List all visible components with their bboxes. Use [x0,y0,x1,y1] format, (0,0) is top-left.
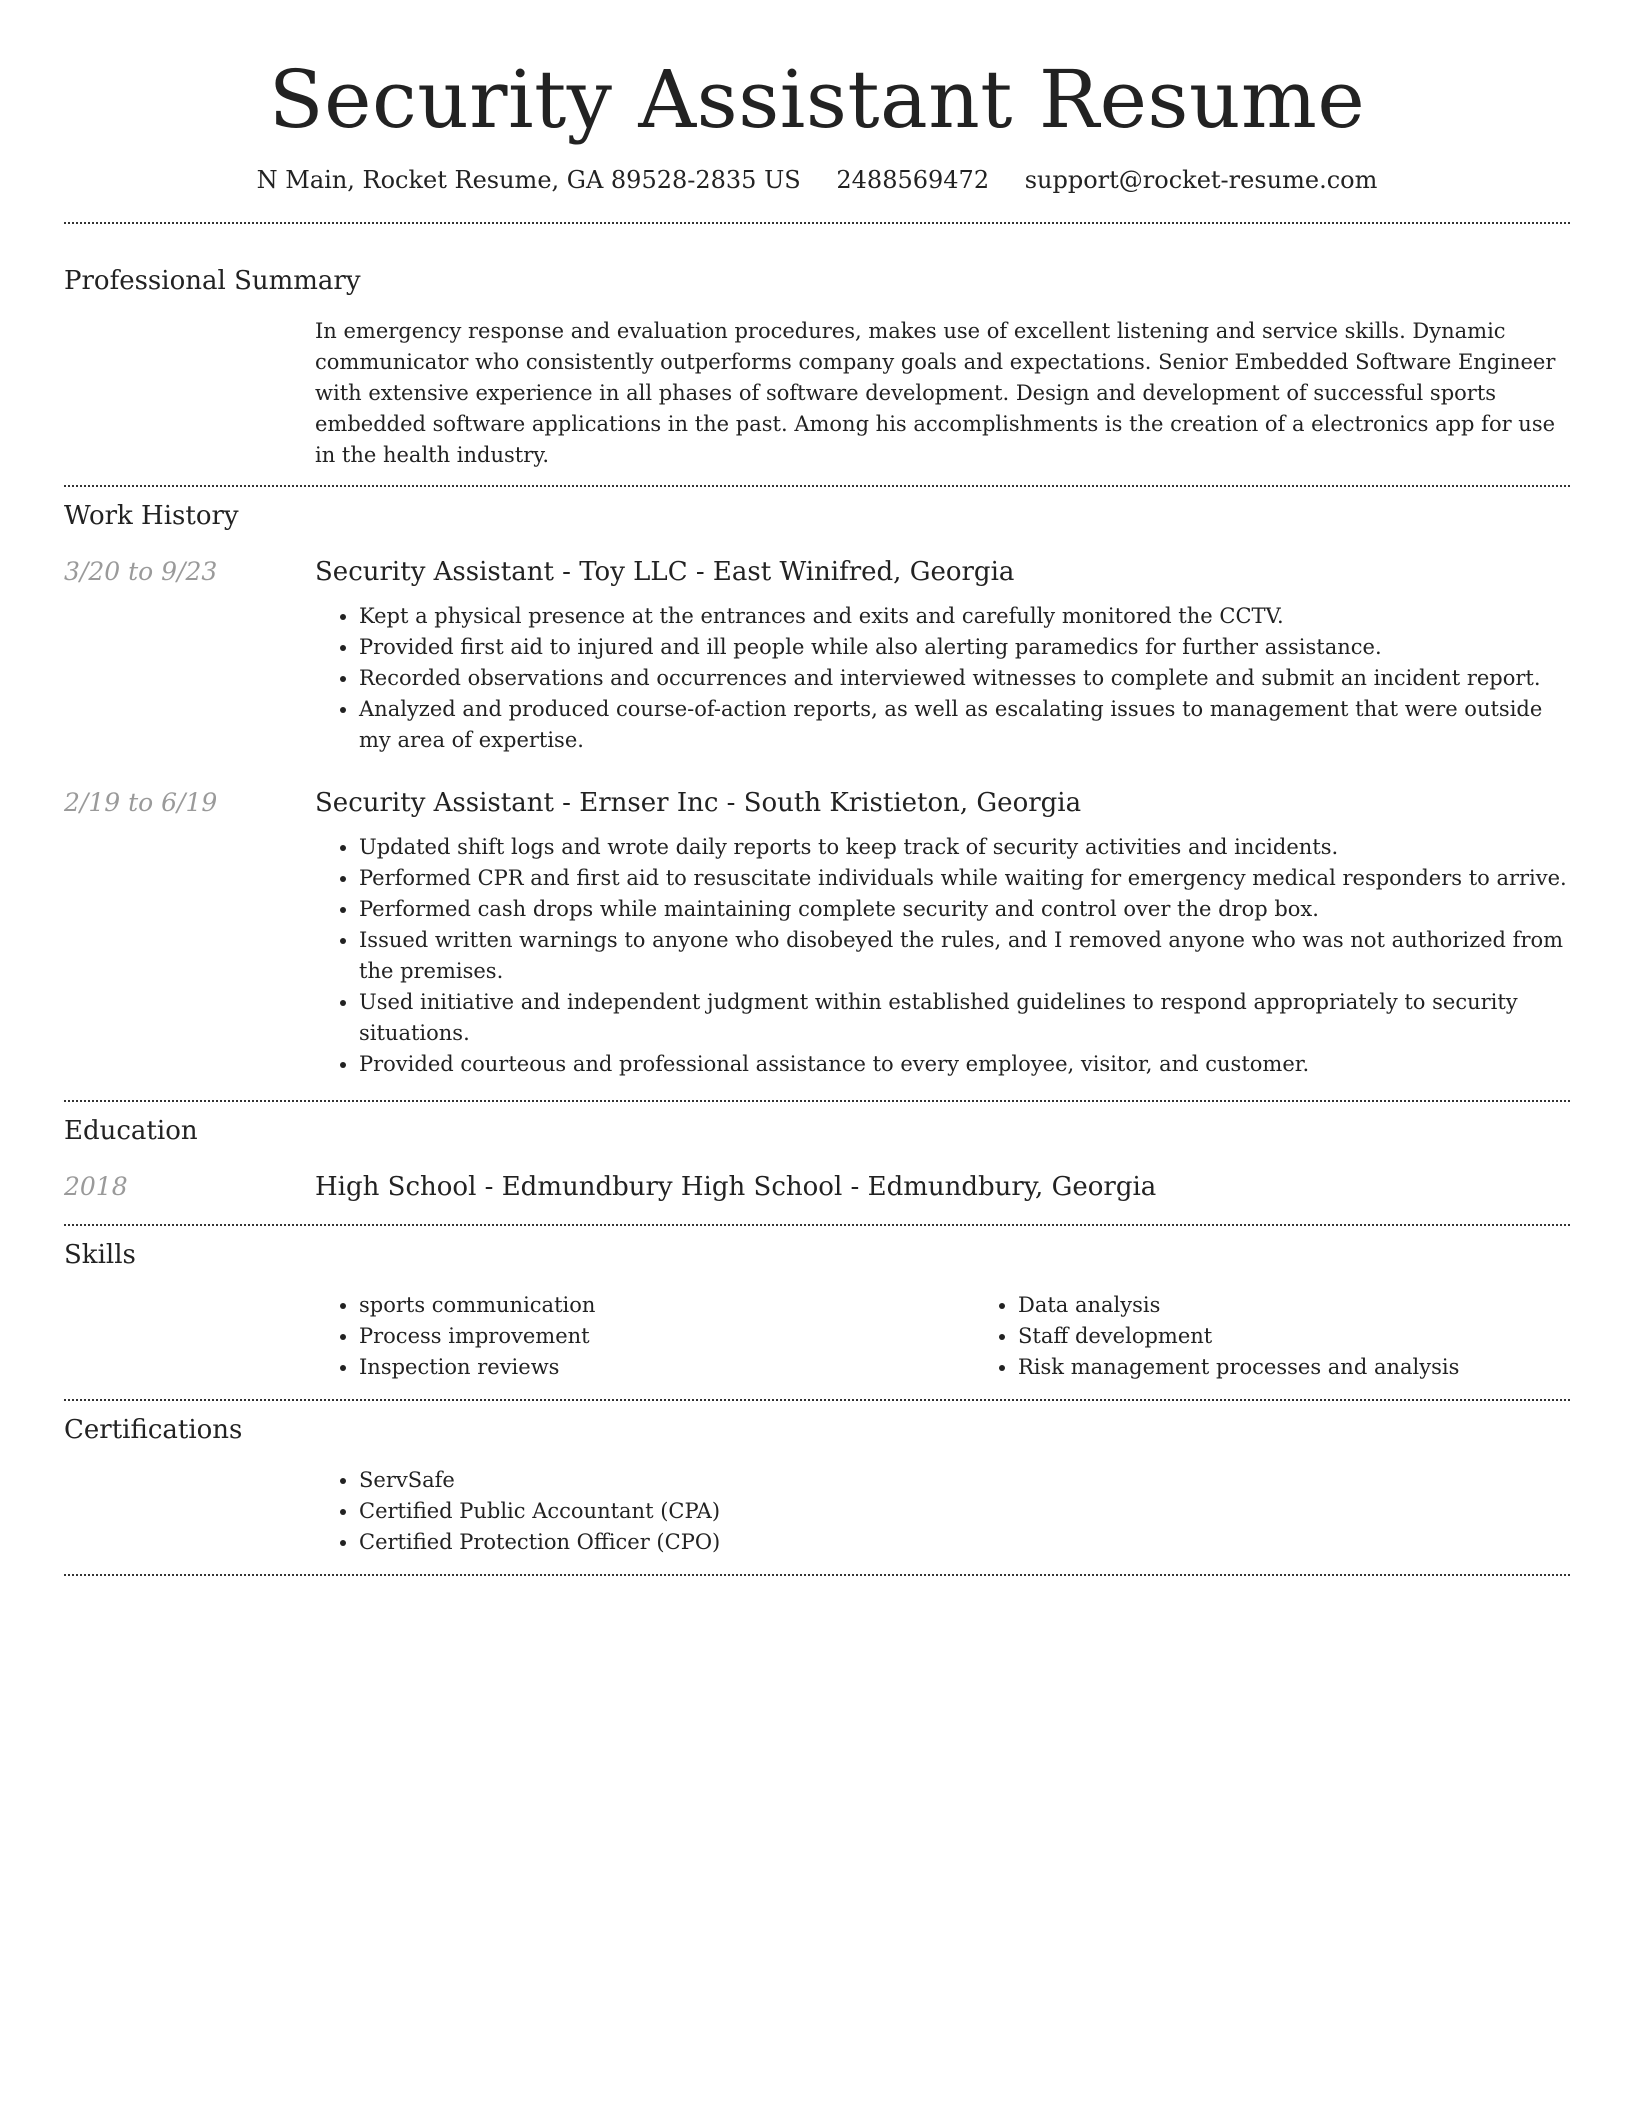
job-bullet: • Issued written warnings to anyone who disobeyed the rules, and I removed anyone who was not authorized from the premises. [359,925,1570,987]
job-bullet: • Performed cash drops while maintaining complete security and control over the drop box. [359,894,1570,925]
divider [64,485,1570,487]
job-dates: 2/19 to 6/19 [64,788,218,817]
divider [64,1574,1570,1576]
job-body [315,555,1570,756]
education-year: 2018 [64,1172,128,1201]
skill-item: • sports communication [359,1290,974,1321]
summary-text: In emergency response and evaluation procedures, makes use of excellent listening and service skills. Dynamic communicator who consistently outperforms company goals and expectations. Senior Embedded Software Engineer with extensive experience in all phases of software development. Design and development of successful sports embedded software applications in the past. Among his accomplishments is the creation of a electronics app for use in the health industry. [315,319,1556,467]
education-details: - Edmundbury High School - Edmundbury, Georgia [476,1172,1157,1202]
contact-email: support@rocket-resume.com [1024,166,1378,194]
job-title [315,555,1570,589]
skills-list-right [974,1290,1570,1383]
summary-spacer [64,316,315,471]
job-entry [64,786,1570,1080]
skills-list-left [315,1290,974,1383]
job-bullet: • Used initiative and independent judgment within established guidelines to respond appropriately to security situations. [359,987,1570,1049]
certification-item: • Certified Public Accountant (CPA) [359,1496,1570,1527]
contact-line [64,164,1570,196]
certification-item: • Certified Protection Officer (CPO) [359,1527,1570,1558]
education-entry [64,1170,1570,1204]
divider [64,1224,1570,1226]
job-bullet: • Performed CPR and first aid to resuscitate individuals while waiting for emergency medical responders to arrive. [359,863,1570,894]
summary-row [64,316,1570,471]
education-degree: High School [315,1172,477,1202]
skills-grid [315,1290,1570,1383]
work-heading: Work History [64,501,239,531]
contact-address: N Main, Rocket Resume, GA 89528-2835 US [256,166,801,194]
education-title [315,1170,1570,1204]
certifications-body [315,1465,1570,1558]
certifications-row [64,1465,1570,1558]
contact-phone: 2488569472 [836,166,990,194]
job-bullet: • Provided courteous and professional assistance to every employee, visitor, and customer. [359,1049,1570,1080]
resume-page [64,0,1570,1576]
job-bullet: • Recorded observations and occurrences and interviewed witnesses to complete and submit an incident report. [359,663,1570,694]
job-bullet: • Analyzed and produced course-of-action reports, as well as escalating issues to management that were outside my area of expertise. [359,694,1570,756]
certifications-spacer [64,1465,315,1558]
job-entry [64,555,1570,756]
certification-item: • ServSafe [359,1465,1570,1496]
job-bullet: • Updated shift logs and wrote daily reports to keep track of security activities and incidents. [359,832,1570,863]
skill-item: • Data analysis [1018,1290,1570,1321]
job-dates: 3/20 to 9/23 [64,557,218,586]
skills-row [64,1290,1570,1383]
certifications-list [315,1465,1570,1558]
job-bullets [315,832,1570,1080]
divider [64,1100,1570,1102]
skill-item: • Inspection reviews [359,1352,974,1383]
skills-heading: Skills [64,1240,136,1270]
skill-item: • Risk management processes and analysis [1018,1352,1570,1383]
resume-title: Security Assistant Resume [268,53,1366,146]
job-title [315,786,1570,820]
certifications-heading: Certifications [64,1415,243,1445]
skills-spacer [64,1290,315,1383]
skill-item: • Process improvement [359,1321,974,1352]
job-details: - Ernser Inc - South Kristieton, Georgia [553,788,1082,818]
job-role: Security Assistant [315,557,554,587]
job-bullet: • Kept a physical presence at the entrances and exits and carefully monitored the CCTV. [359,601,1570,632]
job-bullets [315,601,1570,756]
education-heading: Education [64,1116,198,1146]
job-body [315,786,1570,1080]
job-details: - Toy LLC - East Winifred, Georgia [553,557,1015,587]
job-role: Security Assistant [315,788,554,818]
divider [64,1399,1570,1401]
skill-item: • Staff development [1018,1321,1570,1352]
job-bullet: • Provided first aid to injured and ill people while also alerting paramedics for further assistance. [359,632,1570,663]
divider [64,222,1570,224]
summary-heading: Professional Summary [64,266,361,296]
